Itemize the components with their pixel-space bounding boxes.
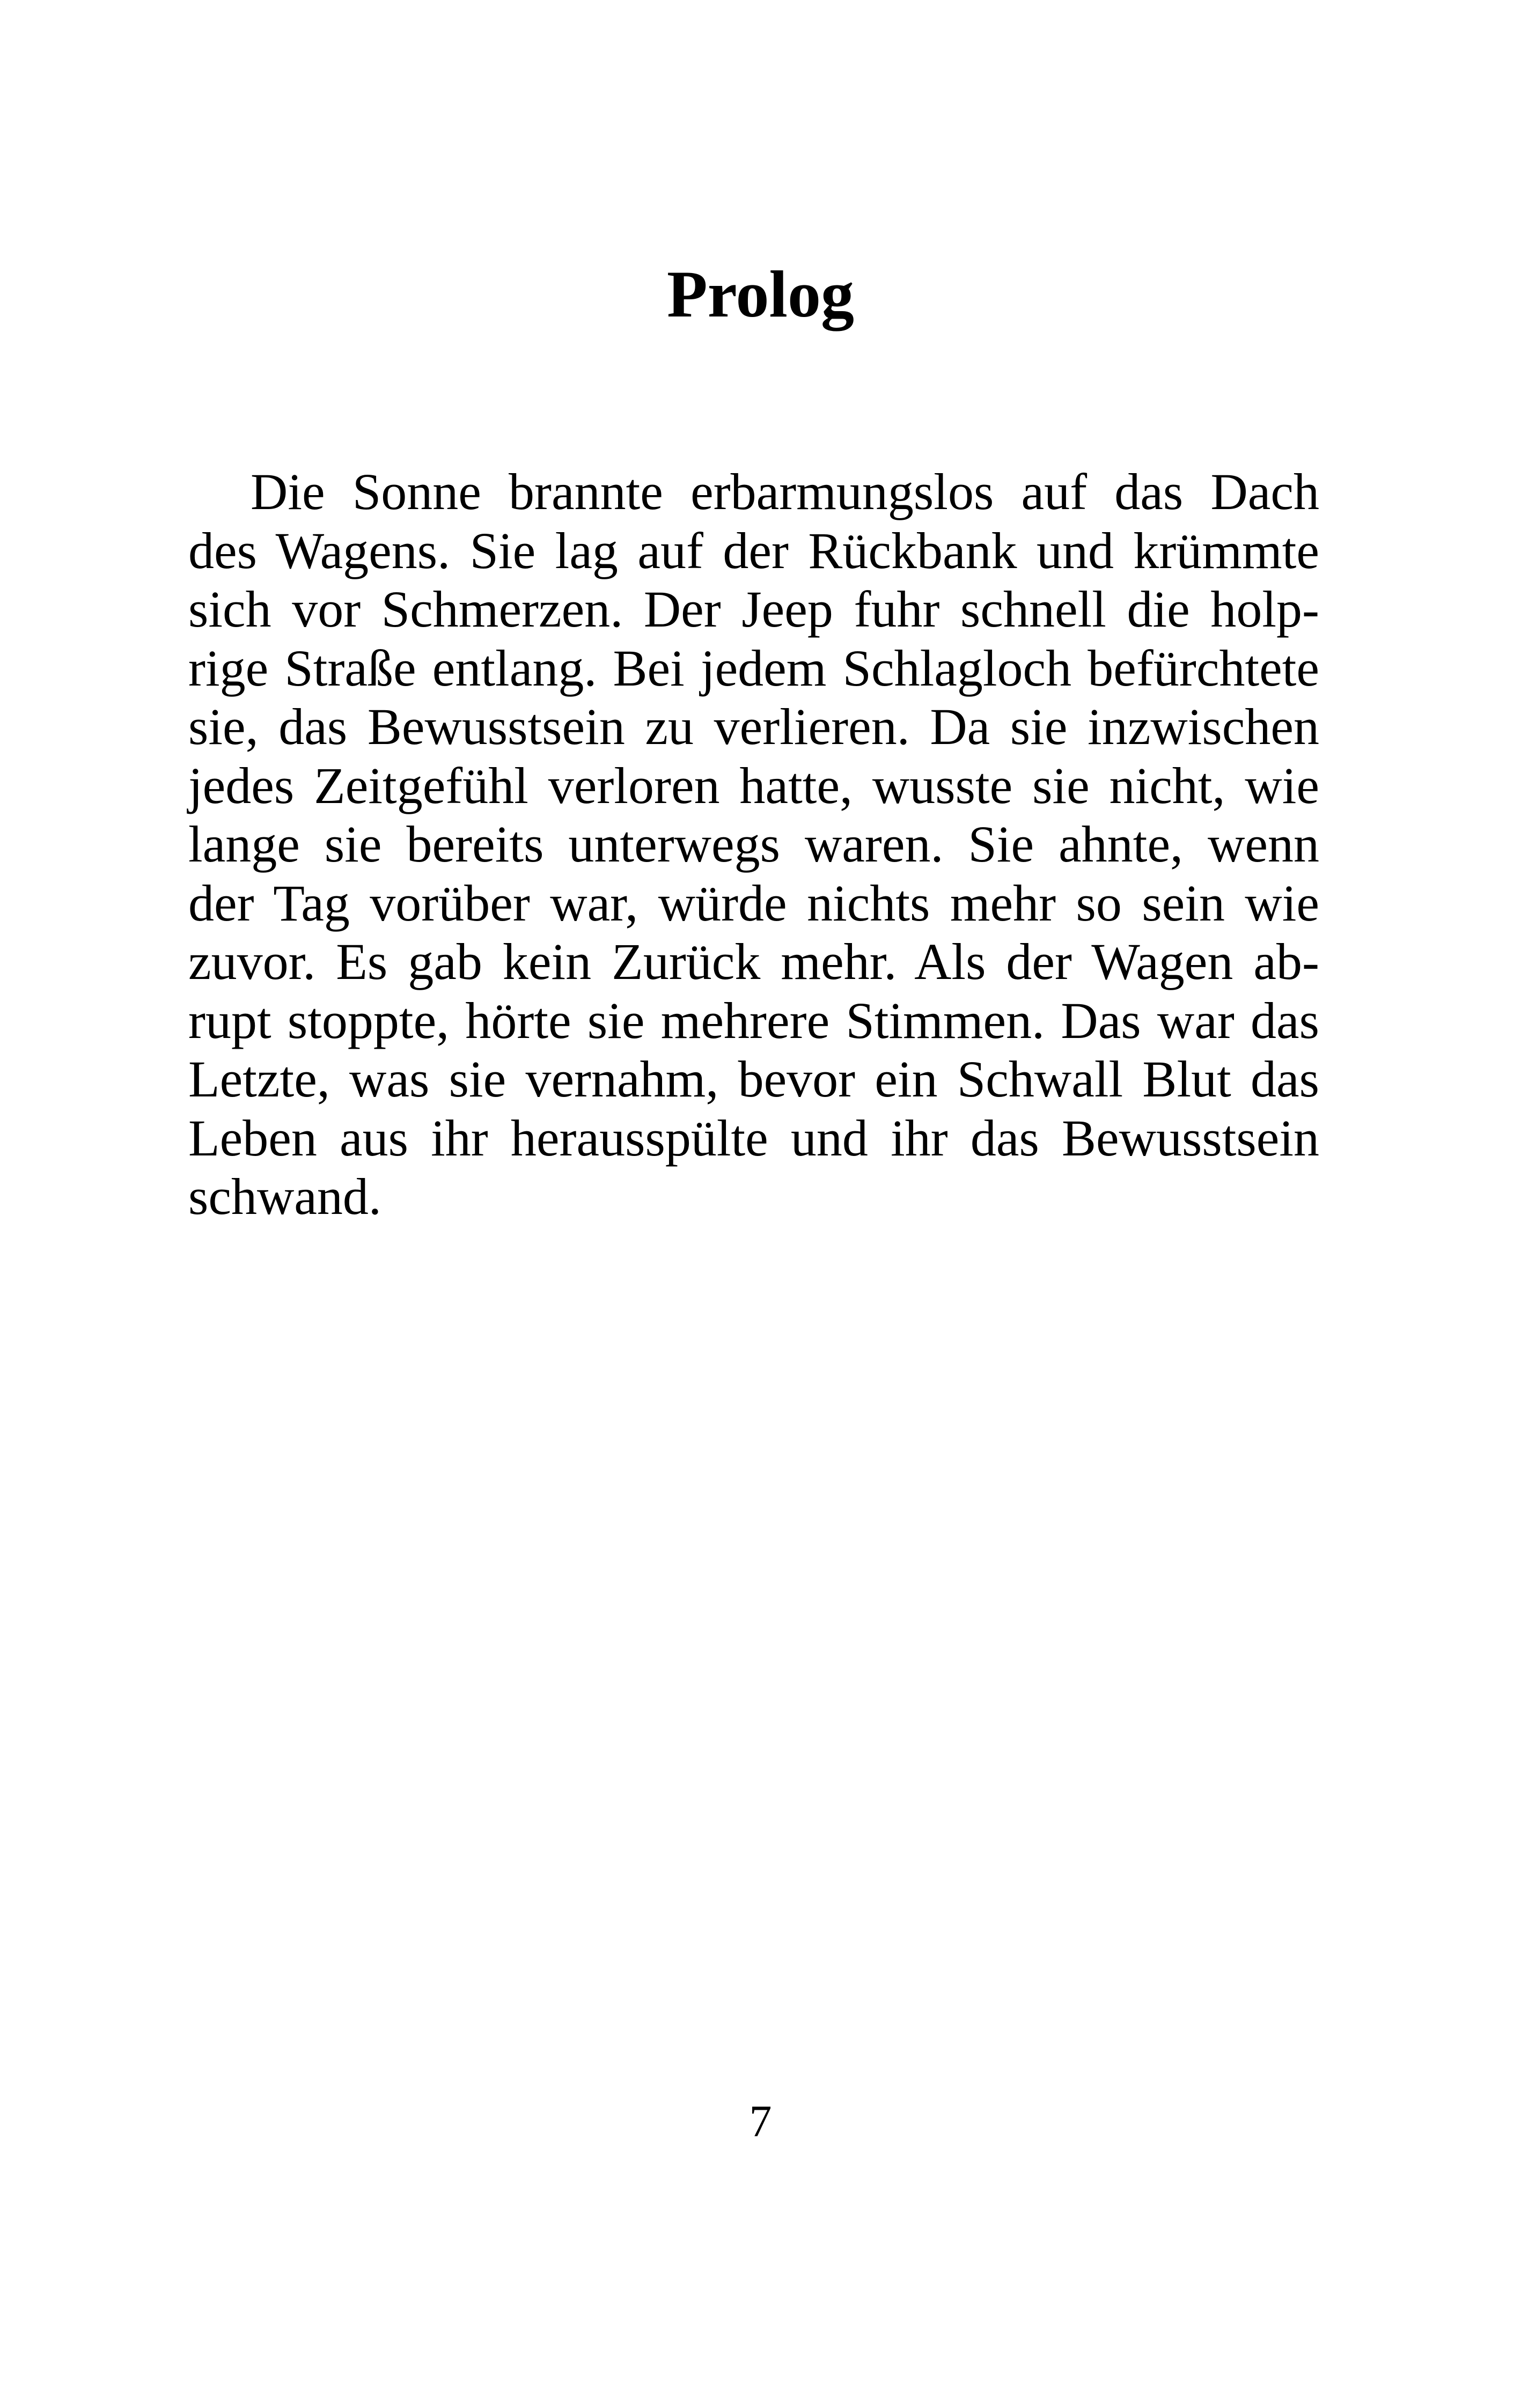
text-line: Die Sonne brannte erbarmungslos auf das Dach [251, 463, 1319, 520]
text-line: Leben aus ihr herausspülte und ihr das Bewusstsein [188, 1109, 1319, 1167]
text-line: der Tag vorüber war, würde nichts mehr so sein wie [188, 874, 1319, 932]
text-line: jedes Zeitgefühl verloren hatte, wusste sie nicht, wie [188, 756, 1319, 814]
text-line: des Wagens. Sie lag auf der Rückbank und krümmte [188, 521, 1319, 579]
text-line: Letzte, was sie vernahm, bevor ein Schwall Blut das [188, 1050, 1319, 1108]
text-line: rupt stoppte, hörte sie mehrere Stimmen. Das war das [188, 991, 1319, 1049]
chapter-title: Prolog [667, 257, 854, 331]
text-line: lange sie bereits unterwegs waren. Sie ahnte, wenn [188, 815, 1319, 873]
text-line: rige Straße entlang. Bei jedem Schlagloch befürchtete [188, 639, 1319, 697]
page-number: 7 [749, 2096, 772, 2146]
text-line: schwand. [188, 1168, 381, 1225]
prolog-paragraph [188, 462, 1319, 1226]
text-line: zuvor. Es gab kein Zurück mehr. Als der Wagen ab- [188, 933, 1319, 990]
text-line: sich vor Schmerzen. Der Jeep fuhr schnell die holp- [188, 580, 1319, 638]
text-line: sie, das Bewusstsein zu verlieren. Da sie inzwischen [188, 698, 1319, 755]
